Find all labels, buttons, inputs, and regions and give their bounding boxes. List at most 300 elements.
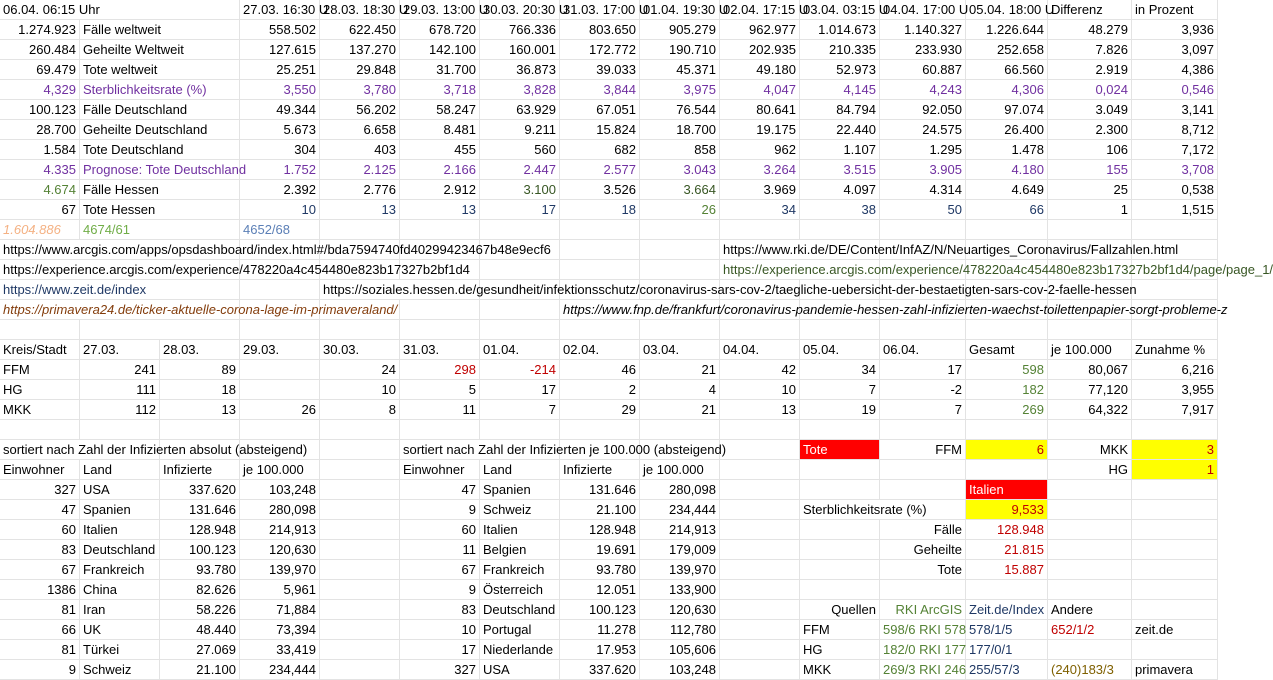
cell-r10-c2[interactable]: 10 (240, 200, 320, 220)
cell-r8-c8[interactable]: 3.264 (720, 160, 800, 180)
cell-r0-c9[interactable]: 04.04. 17:00 U (880, 0, 966, 20)
cell-r4-c1[interactable]: Sterblichkeitsrate (%) (80, 80, 240, 100)
cell-r31-c1[interactable]: UK (80, 620, 160, 640)
cell-r31-c0[interactable]: 66 (0, 620, 80, 640)
cell-r8-c10[interactable]: 3.905 (880, 160, 966, 180)
cell-r22-c12[interactable]: 6 (966, 440, 1048, 460)
cell-r20-c13[interactable]: 64,322 (1048, 400, 1132, 420)
cell-r19-c3[interactable] (240, 380, 320, 400)
cell-r28-c0[interactable]: 67 (0, 560, 80, 580)
cell-r11-c11[interactable] (966, 220, 1048, 240)
cell-r27-c2[interactable]: 100.123 (160, 540, 240, 560)
cell-r11-c9[interactable] (800, 220, 880, 240)
cell-r1-c7[interactable]: 905.279 (640, 20, 720, 40)
cell-r18-c13[interactable]: 80,067 (1048, 360, 1132, 380)
cell-r17-c4[interactable]: 30.03. (320, 340, 400, 360)
cell-r20-c2[interactable]: 13 (160, 400, 240, 420)
cell-r27-c1[interactable]: Deutschland (80, 540, 160, 560)
cell-r4-c4[interactable]: 3,718 (400, 80, 480, 100)
cell-r17-c8[interactable]: 03.04. (640, 340, 720, 360)
cell-r27-c8[interactable]: 179,009 (640, 540, 720, 560)
cell-r33-c7[interactable]: 337.620 (560, 660, 640, 680)
cell-r11-c3[interactable] (320, 220, 400, 240)
cell-r33-c11[interactable]: 269/3 RKI 246 (880, 660, 966, 680)
cell-r1-c5[interactable]: 766.336 (480, 20, 560, 40)
cell-r24-c12[interactable]: Italien (966, 480, 1048, 500)
cell-r7-c6[interactable]: 682 (560, 140, 640, 160)
cell-r24-c11[interactable] (880, 480, 966, 500)
cell-r19-c5[interactable]: 5 (400, 380, 480, 400)
cell-r5-c10[interactable]: 92.050 (880, 100, 966, 120)
cell-r28-c10[interactable] (800, 560, 880, 580)
cell-r18-c7[interactable]: 46 (560, 360, 640, 380)
cell-r23-c9[interactable] (720, 460, 800, 480)
cell-r6-c2[interactable]: 5.673 (240, 120, 320, 140)
cell-r26-c10[interactable] (800, 520, 880, 540)
cell-r2-c5[interactable]: 160.001 (480, 40, 560, 60)
cell-r27-c14[interactable] (1132, 540, 1218, 560)
cell-r33-c12[interactable]: 255/57/3 (966, 660, 1048, 680)
cell-r32-c1[interactable]: Türkei (80, 640, 160, 660)
cell-r33-c9[interactable] (720, 660, 800, 680)
cell-r29-c4[interactable] (320, 580, 400, 600)
cell-r32-c13[interactable] (1048, 640, 1132, 660)
cell-r27-c7[interactable]: 19.691 (560, 540, 640, 560)
cell-r2-c12[interactable]: 7.826 (1048, 40, 1132, 60)
cell-r15-c4[interactable] (400, 300, 480, 320)
cell-r17-c10[interactable]: 05.04. (800, 340, 880, 360)
cell-r20-c0[interactable]: MKK (0, 400, 80, 420)
cell-r30-c2[interactable]: 58.226 (160, 600, 240, 620)
cell-r17-c6[interactable]: 01.04. (480, 340, 560, 360)
cell-r27-c5[interactable]: 11 (400, 540, 480, 560)
cell-r31-c13[interactable]: 652/1/2 (1048, 620, 1132, 640)
cell-r0-c11[interactable]: Differenz (1048, 0, 1132, 20)
cell-r10-c1[interactable]: Tote Hessen (80, 200, 240, 220)
cell-r30-c3[interactable]: 71,884 (240, 600, 320, 620)
cell-r1-c10[interactable]: 1.140.327 (880, 20, 966, 40)
cell-r19-c10[interactable]: 7 (800, 380, 880, 400)
cell-r27-c6[interactable]: Belgien (480, 540, 560, 560)
cell-r29-c14[interactable] (1132, 580, 1218, 600)
cell-r3-c3[interactable]: 29.848 (320, 60, 400, 80)
cell-r1-c8[interactable]: 962.977 (720, 20, 800, 40)
cell-r32-c12[interactable]: 177/0/1 (966, 640, 1048, 660)
cell-r14-c2[interactable] (240, 280, 320, 300)
cell-r29-c5[interactable]: 9 (400, 580, 480, 600)
cell-r30-c8[interactable]: 120,630 (640, 600, 720, 620)
cell-r19-c9[interactable]: 10 (720, 380, 800, 400)
cell-r14-c13[interactable] (1132, 280, 1218, 300)
cell-r8-c4[interactable]: 2.166 (400, 160, 480, 180)
cell-r15-c5[interactable] (480, 300, 560, 320)
cell-r11-c7[interactable] (640, 220, 720, 240)
cell-r24-c10[interactable] (800, 480, 880, 500)
cell-r30-c9[interactable] (720, 600, 800, 620)
cell-r23-c5[interactable]: Einwohner (400, 460, 480, 480)
cell-r28-c14[interactable] (1132, 560, 1218, 580)
cell-r0-c8[interactable]: 03.04. 03:15 U (800, 0, 880, 20)
cell-r20-c7[interactable]: 29 (560, 400, 640, 420)
cell-r22-c11[interactable]: FFM (880, 440, 966, 460)
cell-r0-c6[interactable]: 01.04. 19:30 U (640, 0, 720, 20)
cell-r27-c3[interactable]: 120,630 (240, 540, 320, 560)
cell-r8-c2[interactable]: 1.752 (240, 160, 320, 180)
cell-r0-c5[interactable]: 31.03. 17:00 U (560, 0, 640, 20)
cell-r21-c5[interactable] (400, 420, 480, 440)
cell-r30-c5[interactable]: 83 (400, 600, 480, 620)
cell-r30-c12[interactable]: Zeit.de/Index (966, 600, 1048, 620)
cell-r32-c4[interactable] (320, 640, 400, 660)
cell-r20-c12[interactable]: 269 (966, 400, 1048, 420)
cell-r18-c12[interactable]: 598 (966, 360, 1048, 380)
cell-r30-c14[interactable] (1132, 600, 1218, 620)
cell-r24-c3[interactable]: 103,248 (240, 480, 320, 500)
cell-r29-c12[interactable] (966, 580, 1048, 600)
cell-r25-c12[interactable]: 9,533 (966, 500, 1048, 520)
cell-r7-c11[interactable]: 1.478 (966, 140, 1048, 160)
cell-r27-c4[interactable] (320, 540, 400, 560)
cell-r25-c4[interactable] (320, 500, 400, 520)
cell-r24-c2[interactable]: 337.620 (160, 480, 240, 500)
cell-r1-c13[interactable]: 3,936 (1132, 20, 1218, 40)
cell-r30-c6[interactable]: Deutschland (480, 600, 560, 620)
cell-r24-c9[interactable] (720, 480, 800, 500)
cell-r16-c1[interactable] (80, 320, 240, 340)
cell-r10-c6[interactable]: 18 (560, 200, 640, 220)
cell-r9-c12[interactable]: 25 (1048, 180, 1132, 200)
cell-r18-c6[interactable]: -214 (480, 360, 560, 380)
cell-r0-c4[interactable]: 30.03. 20:30 U (480, 0, 560, 20)
cell-r9-c10[interactable]: 4.314 (880, 180, 966, 200)
cell-r3-c11[interactable]: 66.560 (966, 60, 1048, 80)
cell-r6-c8[interactable]: 19.175 (720, 120, 800, 140)
cell-r7-c7[interactable]: 858 (640, 140, 720, 160)
cell-r23-c0[interactable]: Einwohner (0, 460, 80, 480)
cell-r18-c9[interactable]: 42 (720, 360, 800, 380)
cell-r0-c7[interactable]: 02.04. 17:15 U (720, 0, 800, 20)
cell-r22-c0[interactable]: sortiert nach Zahl der Infizierten absolut (absteigend) (0, 440, 310, 460)
cell-r10-c3[interactable]: 13 (320, 200, 400, 220)
cell-r25-c13[interactable] (1048, 500, 1132, 520)
cell-r5-c2[interactable]: 49.344 (240, 100, 320, 120)
cell-r19-c0[interactable]: HG (0, 380, 80, 400)
cell-r7-c9[interactable]: 1.107 (800, 140, 880, 160)
cell-r18-c14[interactable]: 6,216 (1132, 360, 1218, 380)
cell-r23-c12[interactable] (966, 460, 1048, 480)
cell-r25-c14[interactable] (1132, 500, 1218, 520)
cell-r12-c7[interactable] (640, 240, 720, 260)
cell-r32-c9[interactable] (720, 640, 800, 660)
cell-r23-c2[interactable]: Infizierte (160, 460, 240, 480)
cell-r31-c4[interactable] (320, 620, 400, 640)
cell-r19-c8[interactable]: 4 (640, 380, 720, 400)
cell-r28-c9[interactable] (720, 560, 800, 580)
cell-r21-c12[interactable] (966, 420, 1048, 440)
cell-r32-c5[interactable]: 17 (400, 640, 480, 660)
cell-r28-c12[interactable]: 15.887 (966, 560, 1048, 580)
cell-r31-c6[interactable]: Portugal (480, 620, 560, 640)
cell-r16-c4[interactable] (400, 320, 480, 340)
cell-r22-c10[interactable]: Tote (800, 440, 880, 460)
cell-r17-c12[interactable]: Gesamt (966, 340, 1048, 360)
cell-r9-c8[interactable]: 3.969 (720, 180, 800, 200)
cell-r11-c12[interactable] (1048, 220, 1132, 240)
cell-r2-c8[interactable]: 202.935 (720, 40, 800, 60)
cell-r32-c14[interactable] (1132, 640, 1218, 660)
cell-r33-c6[interactable]: USA (480, 660, 560, 680)
cell-r5-c4[interactable]: 58.247 (400, 100, 480, 120)
cell-r14-c3[interactable]: https://soziales.hessen.de/gesundheit/infektionsschutz/coronavirus-sars-cov-2/taegliche-uebersicht-der-bestaetigten-sars-cov-2-faelle-hessen (320, 280, 1140, 300)
cell-r8-c6[interactable]: 2.577 (560, 160, 640, 180)
cell-r5-c11[interactable]: 97.074 (966, 100, 1048, 120)
cell-r26-c5[interactable]: 60 (400, 520, 480, 540)
cell-r13-c5[interactable] (480, 260, 560, 280)
cell-r13-c0[interactable]: https://experience.arcgis.com/experience/478220a4c454480e823b17327b2bf1d4 (0, 260, 473, 280)
cell-r29-c7[interactable]: 12.051 (560, 580, 640, 600)
cell-r21-c6[interactable] (480, 420, 560, 440)
cell-r20-c9[interactable]: 13 (720, 400, 800, 420)
cell-r30-c4[interactable] (320, 600, 400, 620)
cell-r29-c8[interactable]: 133,900 (640, 580, 720, 600)
cell-r17-c9[interactable]: 04.04. (720, 340, 800, 360)
cell-r16-c6[interactable] (560, 320, 640, 340)
cell-r29-c13[interactable] (1048, 580, 1132, 600)
cell-r30-c10[interactable]: Quellen (800, 600, 880, 620)
cell-r29-c1[interactable]: China (80, 580, 160, 600)
cell-r33-c14[interactable]: primavera (1132, 660, 1218, 680)
cell-r28-c13[interactable] (1048, 560, 1132, 580)
cell-r21-c2[interactable] (160, 420, 240, 440)
cell-r18-c10[interactable]: 34 (800, 360, 880, 380)
cell-r2-c2[interactable]: 127.615 (240, 40, 320, 60)
cell-r33-c10[interactable]: MKK (800, 660, 880, 680)
cell-r16-c2[interactable] (240, 320, 320, 340)
cell-r24-c14[interactable] (1132, 480, 1218, 500)
cell-r7-c3[interactable]: 403 (320, 140, 400, 160)
cell-r2-c4[interactable]: 142.100 (400, 40, 480, 60)
cell-r12-c6[interactable] (560, 240, 640, 260)
cell-r6-c5[interactable]: 9.211 (480, 120, 560, 140)
cell-r30-c1[interactable]: Iran (80, 600, 160, 620)
cell-r8-c7[interactable]: 3.043 (640, 160, 720, 180)
cell-r25-c0[interactable]: 47 (0, 500, 80, 520)
cell-r32-c8[interactable]: 105,606 (640, 640, 720, 660)
cell-r25-c8[interactable]: 234,444 (640, 500, 720, 520)
cell-r25-c5[interactable]: 9 (400, 500, 480, 520)
cell-r32-c2[interactable]: 27.069 (160, 640, 240, 660)
cell-r9-c4[interactable]: 2.912 (400, 180, 480, 200)
cell-r5-c9[interactable]: 84.794 (800, 100, 880, 120)
cell-r21-c1[interactable] (80, 420, 160, 440)
cell-r31-c8[interactable]: 112,780 (640, 620, 720, 640)
cell-r7-c5[interactable]: 560 (480, 140, 560, 160)
cell-r4-c8[interactable]: 4,047 (720, 80, 800, 100)
cell-r3-c10[interactable]: 60.887 (880, 60, 966, 80)
cell-r8-c9[interactable]: 3.515 (800, 160, 880, 180)
cell-r24-c8[interactable]: 280,098 (640, 480, 720, 500)
cell-r24-c4[interactable] (320, 480, 400, 500)
cell-r2-c7[interactable]: 190.710 (640, 40, 720, 60)
cell-r16-c3[interactable] (320, 320, 400, 340)
cell-r3-c13[interactable]: 4,386 (1132, 60, 1218, 80)
cell-r29-c6[interactable]: Österreich (480, 580, 560, 600)
cell-r17-c11[interactable]: 06.04. (880, 340, 966, 360)
cell-r26-c8[interactable]: 214,913 (640, 520, 720, 540)
cell-r5-c7[interactable]: 76.544 (640, 100, 720, 120)
cell-r16-c13[interactable] (1132, 320, 1218, 340)
cell-r18-c3[interactable] (240, 360, 320, 380)
cell-r12-c0[interactable]: https://www.arcgis.com/apps/opsdashboard/index.html#/bda7594740fd40299423467b48e9ecf6 (0, 240, 554, 260)
cell-r28-c5[interactable]: 67 (400, 560, 480, 580)
cell-r0-c0[interactable]: 06.04. 06:15 Uhr (0, 0, 240, 20)
cell-r18-c2[interactable]: 89 (160, 360, 240, 380)
cell-r11-c1[interactable]: 4674/61 (80, 220, 240, 240)
cell-r31-c9[interactable] (720, 620, 800, 640)
cell-r9-c11[interactable]: 4.649 (966, 180, 1048, 200)
cell-r21-c4[interactable] (320, 420, 400, 440)
cell-r26-c4[interactable] (320, 520, 400, 540)
cell-r16-c11[interactable] (966, 320, 1048, 340)
cell-r4-c9[interactable]: 4,145 (800, 80, 880, 100)
cell-r2-c10[interactable]: 233.930 (880, 40, 966, 60)
cell-r27-c11[interactable]: Geheilte (880, 540, 966, 560)
cell-r6-c4[interactable]: 8.481 (400, 120, 480, 140)
cell-r3-c8[interactable]: 49.180 (720, 60, 800, 80)
cell-r19-c14[interactable]: 3,955 (1132, 380, 1218, 400)
cell-r7-c10[interactable]: 1.295 (880, 140, 966, 160)
cell-r33-c8[interactable]: 103,248 (640, 660, 720, 680)
cell-r31-c12[interactable]: 578/1/5 (966, 620, 1048, 640)
cell-r28-c3[interactable]: 139,970 (240, 560, 320, 580)
cell-r6-c9[interactable]: 22.440 (800, 120, 880, 140)
cell-r30-c13[interactable]: Andere (1048, 600, 1132, 620)
cell-r11-c5[interactable] (480, 220, 560, 240)
cell-r10-c13[interactable]: 1,515 (1132, 200, 1218, 220)
cell-r20-c1[interactable]: 112 (80, 400, 160, 420)
cell-r8-c11[interactable]: 4.180 (966, 160, 1048, 180)
cell-r25-c1[interactable]: Spanien (80, 500, 160, 520)
cell-r8-c13[interactable]: 3,708 (1132, 160, 1218, 180)
cell-r32-c0[interactable]: 81 (0, 640, 80, 660)
cell-r22-c5[interactable]: sortiert nach Zahl der Infizierten je 100.000 (absteigend) (400, 440, 729, 460)
cell-r25-c3[interactable]: 280,098 (240, 500, 320, 520)
cell-r24-c0[interactable]: 327 (0, 480, 80, 500)
cell-r33-c2[interactable]: 21.100 (160, 660, 240, 680)
cell-r31-c7[interactable]: 11.278 (560, 620, 640, 640)
cell-r18-c4[interactable]: 24 (320, 360, 400, 380)
cell-r26-c3[interactable]: 214,913 (240, 520, 320, 540)
cell-r23-c1[interactable]: Land (80, 460, 160, 480)
cell-r4-c6[interactable]: 3,844 (560, 80, 640, 100)
cell-r31-c11[interactable]: 598/6 RKI 578 (880, 620, 966, 640)
cell-r19-c12[interactable]: 182 (966, 380, 1048, 400)
cell-r0-c2[interactable]: 28.03. 18:30 U (320, 0, 400, 20)
cell-r23-c3[interactable]: je 100.000 (240, 460, 320, 480)
cell-r32-c10[interactable]: HG (800, 640, 880, 660)
cell-r21-c0[interactable] (0, 420, 80, 440)
cell-r0-c12[interactable]: in Prozent (1132, 0, 1218, 20)
cell-r18-c1[interactable]: 241 (80, 360, 160, 380)
cell-r21-c11[interactable] (880, 420, 966, 440)
cell-r3-c9[interactable]: 52.973 (800, 60, 880, 80)
cell-r18-c0[interactable]: FFM (0, 360, 80, 380)
cell-r21-c14[interactable] (1132, 420, 1218, 440)
cell-r13-c7[interactable] (640, 260, 720, 280)
cell-r0-c3[interactable]: 29.03. 13:00 U (400, 0, 480, 20)
cell-r1-c3[interactable]: 622.450 (320, 20, 400, 40)
cell-r27-c13[interactable] (1048, 540, 1132, 560)
cell-r5-c1[interactable]: Fälle Deutschland (80, 100, 240, 120)
cell-r29-c10[interactable] (800, 580, 880, 600)
cell-r11-c10[interactable] (880, 220, 966, 240)
cell-r8-c0[interactable]: 4.335 (0, 160, 80, 180)
cell-r25-c2[interactable]: 131.646 (160, 500, 240, 520)
cell-r2-c9[interactable]: 210.335 (800, 40, 880, 60)
cell-r25-c9[interactable] (720, 500, 800, 520)
cell-r29-c2[interactable]: 82.626 (160, 580, 240, 600)
cell-r21-c10[interactable] (800, 420, 880, 440)
cell-r4-c3[interactable]: 3,780 (320, 80, 400, 100)
cell-r18-c5[interactable]: 298 (400, 360, 480, 380)
cell-r8-c3[interactable]: 2.125 (320, 160, 400, 180)
cell-r4-c11[interactable]: 4,306 (966, 80, 1048, 100)
cell-r17-c13[interactable]: je 100.000 (1048, 340, 1132, 360)
cell-r9-c7[interactable]: 3.664 (640, 180, 720, 200)
cell-r4-c2[interactable]: 3,550 (240, 80, 320, 100)
cell-r2-c3[interactable]: 137.270 (320, 40, 400, 60)
cell-r10-c11[interactable]: 66 (966, 200, 1048, 220)
cell-r1-c9[interactable]: 1.014.673 (800, 20, 880, 40)
cell-r18-c8[interactable]: 21 (640, 360, 720, 380)
cell-r9-c2[interactable]: 2.392 (240, 180, 320, 200)
cell-r3-c5[interactable]: 36.873 (480, 60, 560, 80)
cell-r6-c7[interactable]: 18.700 (640, 120, 720, 140)
cell-r9-c6[interactable]: 3.526 (560, 180, 640, 200)
cell-r7-c1[interactable]: Tote Deutschland (80, 140, 240, 160)
cell-r26-c13[interactable] (1048, 520, 1132, 540)
cell-r31-c5[interactable]: 10 (400, 620, 480, 640)
cell-r3-c12[interactable]: 2.919 (1048, 60, 1132, 80)
cell-r2-c13[interactable]: 3,097 (1132, 40, 1218, 60)
cell-r18-c11[interactable]: 17 (880, 360, 966, 380)
cell-r33-c5[interactable]: 327 (400, 660, 480, 680)
cell-r26-c9[interactable] (720, 520, 800, 540)
cell-r27-c0[interactable]: 83 (0, 540, 80, 560)
cell-r6-c10[interactable]: 24.575 (880, 120, 966, 140)
cell-r19-c4[interactable]: 10 (320, 380, 400, 400)
cell-r26-c14[interactable] (1132, 520, 1218, 540)
cell-r11-c4[interactable] (400, 220, 480, 240)
cell-r29-c3[interactable]: 5,961 (240, 580, 320, 600)
cell-r31-c10[interactable]: FFM (800, 620, 880, 640)
cell-r11-c8[interactable] (720, 220, 800, 240)
cell-r16-c5[interactable] (480, 320, 560, 340)
cell-r16-c9[interactable] (800, 320, 880, 340)
cell-r6-c0[interactable]: 28.700 (0, 120, 80, 140)
cell-r32-c7[interactable]: 17.953 (560, 640, 640, 660)
cell-r32-c11[interactable]: 182/0 RKI 177 (880, 640, 966, 660)
cell-r16-c12[interactable] (1048, 320, 1132, 340)
cell-r6-c1[interactable]: Geheilte Deutschland (80, 120, 240, 140)
cell-r15-c0[interactable]: https://primavera24.de/ticker-aktuelle-corona-lage-im-primaveraland/ (0, 300, 400, 320)
cell-r12-c8[interactable]: https://www.rki.de/DE/Content/InfAZ/N/Neuartiges_Coronavirus/Fallzahlen.html (720, 240, 1181, 260)
cell-r28-c1[interactable]: Frankreich (80, 560, 160, 580)
cell-r21-c9[interactable] (720, 420, 800, 440)
cell-r26-c12[interactable]: 128.948 (966, 520, 1048, 540)
cell-r32-c6[interactable]: Niederlande (480, 640, 560, 660)
cell-r2-c11[interactable]: 252.658 (966, 40, 1048, 60)
